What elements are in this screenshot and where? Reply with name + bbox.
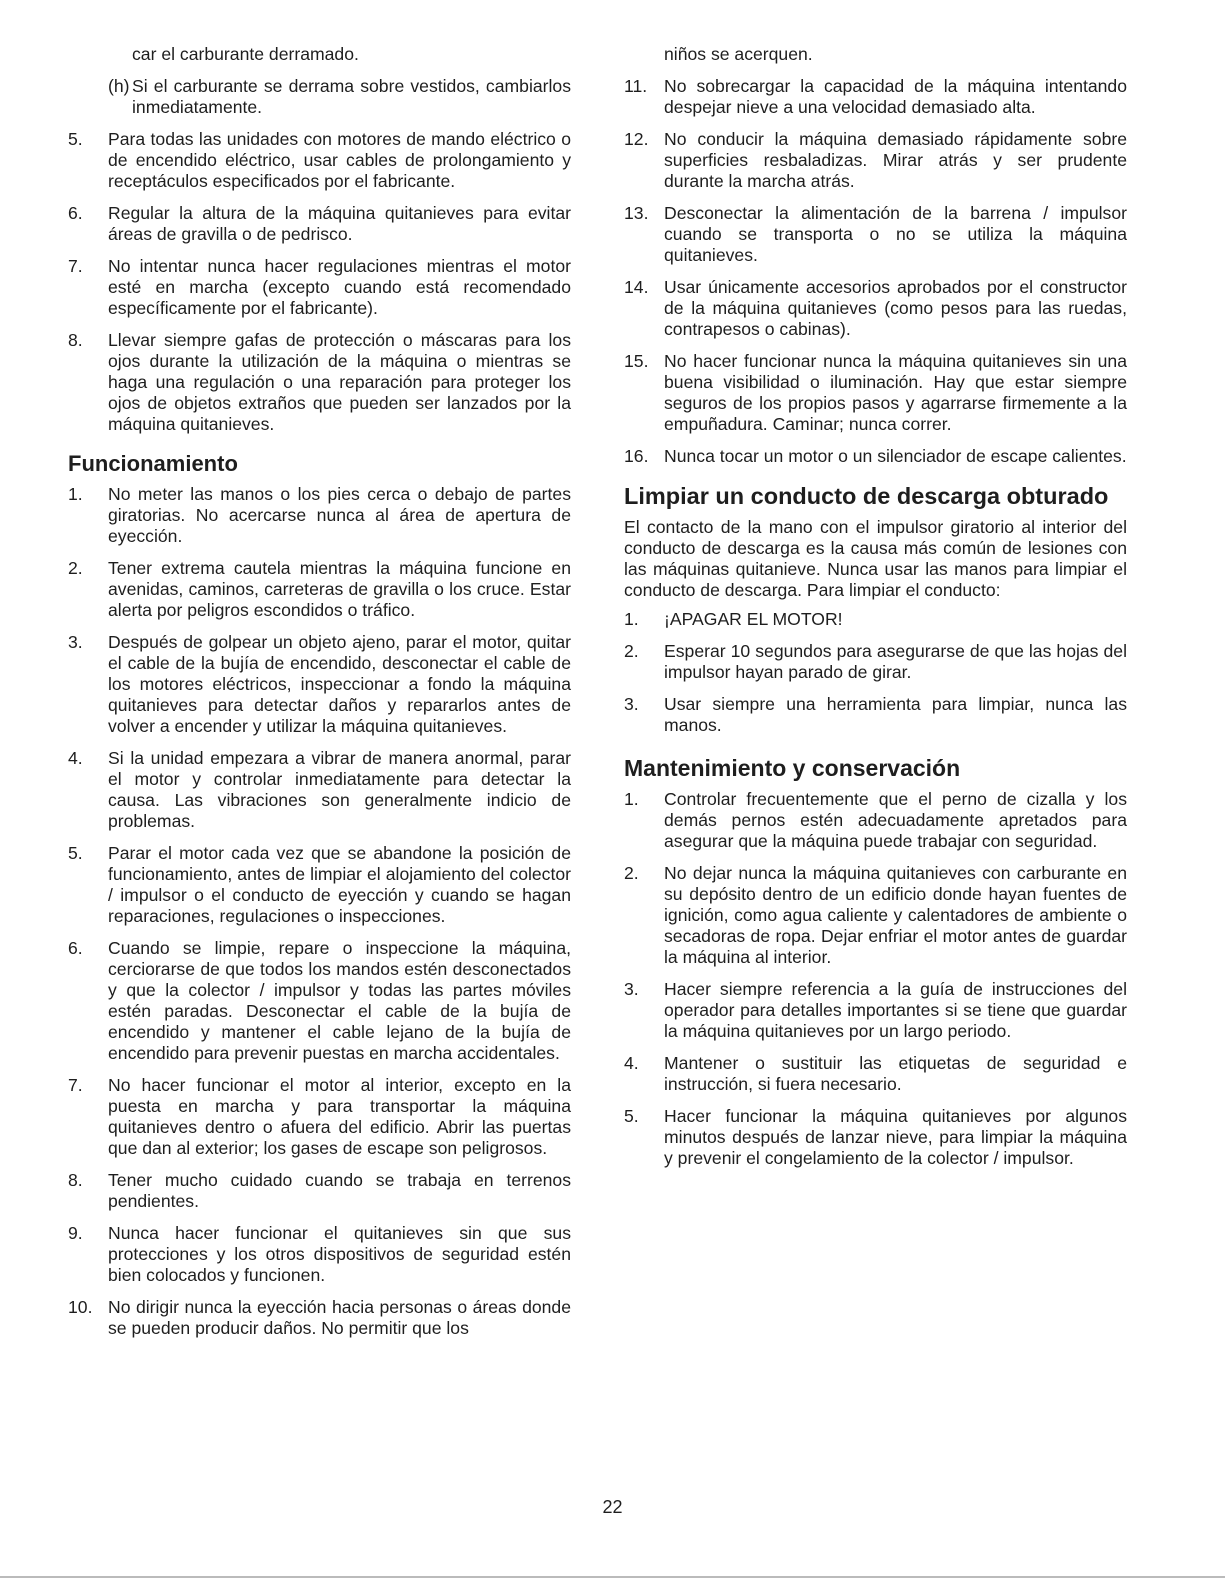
item-number: 15. [624, 351, 649, 371]
item-text: No dirigir nunca la eyección hacia personas o áreas donde se pueden producir daños. No permitir que los [108, 1297, 571, 1338]
list-item [624, 694, 1127, 736]
bottom-divider [0, 1576, 1225, 1578]
item-text: No hacer funcionar el motor al interior, excepto en la puesta en marcha y para transportar la máquina quitanieves dentro o afuera del edificio. Abrir las puertas que dan al exterior; los gases de escape son peligrosos. [108, 1075, 571, 1158]
list-item [108, 44, 571, 65]
item-number: 5. [68, 129, 83, 149]
item-number: 3. [624, 979, 639, 999]
list-item [68, 129, 571, 192]
item-number: (h) [108, 76, 130, 96]
left-column [68, 44, 571, 1350]
item-number: 6. [68, 203, 83, 223]
item-number: 1. [68, 484, 83, 504]
list-item [624, 446, 1127, 467]
section-heading-mantenimiento: Mantenimiento y conservación [624, 755, 961, 781]
list-item [108, 76, 571, 118]
item-number: 4. [624, 1053, 639, 1073]
item-text: Nunca tocar un motor o un silenciador de escape calientes. [664, 446, 1127, 466]
list-item [624, 1106, 1127, 1169]
item-text: No dejar nunca la máquina quitanieves con carburante en su depósito dentro de un edificio donde hayan fuentes de ignición, como agua caliente y calentadores de ambiente o secadoras de ropa. Dejar enfriar el motor antes de guardar la máquina al interior. [664, 863, 1127, 967]
item-text: car el carburante derramado. [132, 44, 359, 64]
item-text: Usar siempre una herramienta para limpiar, nunca las manos. [664, 694, 1127, 735]
item-number: 5. [624, 1106, 639, 1126]
item-text: Si la unidad empezara a vibrar de manera anormal, parar el motor y controlar inmediatamente para detectar la causa. Las vibraciones son generalmente indicio de problemas. [108, 748, 571, 831]
item-number: 3. [68, 632, 83, 652]
list-item [68, 748, 571, 832]
item-number: 2. [624, 641, 639, 661]
item-number: 11. [624, 76, 648, 96]
item-text: Mantener o sustituir las etiquetas de seguridad e instrucción, si fuera necesario. [664, 1053, 1127, 1094]
item-text: Nunca hacer funcionar el quitanieves sin que sus protecciones y los otros dispositivos de seguridad estén bien colocados y funcionen. [108, 1223, 571, 1285]
list-item [624, 641, 1127, 683]
item-number: 3. [624, 694, 639, 714]
item-text: Desconectar la alimentación de la barrena / impulsor cuando se transporta o no se utiliza la máquina quitanieves. [664, 203, 1127, 265]
item-number: 13. [624, 203, 649, 223]
item-text: ¡APAGAR EL MOTOR! [664, 609, 843, 629]
section-heading-limpiar: Limpiar un conducto de descarga obturado [624, 483, 1109, 509]
item-number: 8. [68, 330, 83, 350]
item-text: No intentar nunca hacer regulaciones mientras el motor esté en marcha (excepto cuando está recomendado específicamente por el fabricante). [108, 256, 571, 318]
list-item [68, 1075, 571, 1159]
list-item [624, 76, 1127, 118]
list-item [68, 1297, 571, 1339]
item-text: Hacer siempre referencia a la guía de instrucciones del operador para detalles importantes si se tiene que guardar la máquina quitanieves por un largo periodo. [664, 979, 1127, 1041]
item-text: Después de golpear un objeto ajeno, parar el motor, quitar el cable de la bujía de encendido, desconectar el cable de los motores eléctricos, inspeccionar a fondo la máquina quitanieves para detectar daños y repararlos antes de volver a encender y utilizar la máquina quitanieves. [108, 632, 571, 736]
section-heading-funcionamiento: Funcionamiento [68, 451, 238, 476]
item-number: 5. [68, 843, 83, 863]
list-item [68, 558, 571, 621]
item-text: No sobrecargar la capacidad de la máquina intentando despejar nieve a una velocidad demasiado alta. [664, 76, 1127, 117]
item-text: Hacer funcionar la máquina quitanieves por algunos minutos después de lanzar nieve, para limpiar la máquina y prevenir el congelamiento de la colector / impulsor. [664, 1106, 1127, 1168]
item-text: Tener mucho cuidado cuando se trabaja en terrenos pendientes. [108, 1170, 571, 1211]
item-text: Usar únicamente accesorios aprobados por el constructor de la máquina quitanieves (como pesos para las ruedas, contrapesos o cabinas). [664, 277, 1127, 339]
section-paragraph: El contacto de la mano con el impulsor giratorio al interior del conducto de descarga es la causa más común de lesiones con las máquinas quitanieve. Nunca usar las manos para limpiar el conducto de descarga. Para limpiar el conducto: [624, 517, 1127, 600]
page-number: 22 [602, 1497, 623, 1517]
item-number: 12. [624, 129, 649, 149]
list-item [68, 330, 571, 435]
item-number: 7. [68, 256, 83, 276]
list-item [68, 938, 571, 1064]
list-item [624, 609, 1127, 630]
list-item [68, 256, 571, 319]
list-item [624, 44, 1127, 65]
item-number: 1. [624, 609, 639, 629]
item-number: 8. [68, 1170, 83, 1190]
item-number: 10. [68, 1297, 93, 1317]
item-text: Para todas las unidades con motores de mando eléctrico o de encendido eléctrico, usar cables de prolongamiento y receptáculos especificados por el fabricante. [108, 129, 571, 191]
list-item [624, 203, 1127, 266]
list-item [68, 203, 571, 245]
list-item [68, 1170, 571, 1212]
item-number: 6. [68, 938, 83, 958]
right-column [624, 44, 1127, 1180]
item-text: Parar el motor cada vez que se abandone la posición de funcionamiento, antes de limpiar el alojamiento del colector / impulsor o el conducto de eyección y cuando se hagan reparaciones, regulaciones o inspecciones. [108, 843, 571, 926]
item-number: 2. [68, 558, 83, 578]
item-number: 14. [624, 277, 649, 297]
list-item [624, 863, 1127, 968]
item-text: niños se acerquen. [664, 44, 813, 64]
item-text: No conducir la máquina demasiado rápidamente sobre superficies resbaladizas. Mirar atrás y ser prudente durante la marcha atrás. [664, 129, 1127, 191]
item-number: 7. [68, 1075, 83, 1095]
list-item [624, 129, 1127, 192]
list-item [68, 843, 571, 927]
list-item [624, 979, 1127, 1042]
list-item [624, 789, 1127, 852]
item-text: Si el carburante se derrama sobre vestidos, cambiarlos inmediatamente. [132, 76, 571, 117]
item-number: 16. [624, 446, 649, 466]
item-text: Regular la altura de la máquina quitanieves para evitar áreas de gravilla o de pedrisco. [108, 203, 571, 244]
item-text: Cuando se limpie, repare o inspeccione la máquina, cerciorarse de que todos los mandos estén desconectados y que la colector / impulsor y todas las partes móviles estén paradas. Desconectar el cable de la bujía de encendido y mantener el cable lejano de la bujía de encendido para prevenir puestas en marcha accidentales. [108, 938, 571, 1063]
list-item [624, 277, 1127, 340]
list-item [68, 484, 571, 547]
item-number: 1. [624, 789, 639, 809]
item-text: Controlar frecuentemente que el perno de cizalla y los demás pernos estén adecuadamente apretados para asegurar que la máquina puede trabajar con seguridad. [664, 789, 1127, 851]
item-text: Tener extrema cautela mientras la máquina funcione en avenidas, caminos, carreteras de gravilla o los cruce. Estar alerta por peligros escondidos o tráfico. [108, 558, 571, 620]
item-text: Esperar 10 segundos para asegurarse de que las hojas del impulsor hayan parado de girar. [664, 641, 1127, 682]
item-number: 9. [68, 1223, 83, 1243]
list-item [68, 1223, 571, 1286]
list-item [624, 351, 1127, 435]
list-item [68, 632, 571, 737]
item-text: No meter las manos o los pies cerca o debajo de partes giratorias. No acercarse nunca al área de apertura de eyección. [108, 484, 571, 546]
item-number: 2. [624, 863, 639, 883]
item-text: Llevar siempre gafas de protección o máscaras para los ojos durante la utilización de la máquina o mientras se haga una regulación o una reparación para proteger los ojos de objetos extraños que pueden ser lanzados por la máquina quitanieves. [108, 330, 571, 434]
list-item [624, 1053, 1127, 1095]
item-number: 4. [68, 748, 83, 768]
item-text: No hacer funcionar nunca la máquina quitanieves sin una buena visibilidad o iluminación. Hay que estar siempre seguros de los propios pasos y agarrarse firmemente a la empuñadura. Caminar; nunca correr. [664, 351, 1127, 434]
